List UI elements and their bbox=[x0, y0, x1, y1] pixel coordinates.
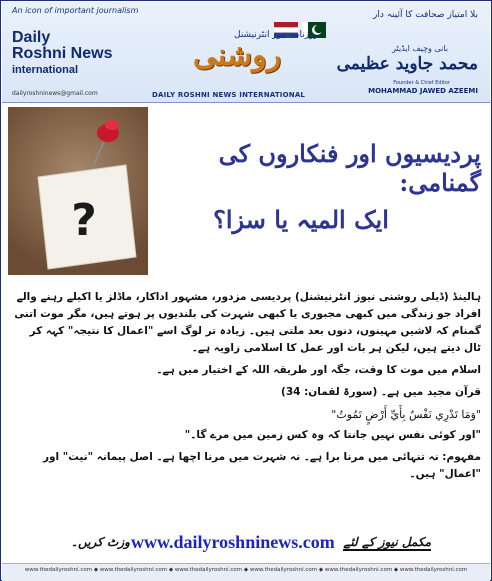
masthead-international: international bbox=[12, 64, 79, 76]
arabic-verse: "وَمَا تَدْرِي نَفْسٌ بِأَيِّ أَرْضٍ تَمُوتُ" bbox=[331, 408, 481, 421]
website-callout bbox=[71, 532, 431, 556]
footer-bar bbox=[2, 563, 490, 581]
contact-email: dailyroshninews@gmail.com bbox=[12, 90, 98, 97]
editor-label-urdu: بانی وچیف ایڈیٹر bbox=[392, 44, 448, 53]
article-paragraph: ہالینڈ (ڈیلی روشنی نیوز انٹرنیشنل) پردیسی مزدور، مشہور اداکار، ماڈلز یا اکیلے رہنے والے افراد جو زندگی میں کبھی مجبوری یا کبھی شہرت کی بلندیوں پر ہوتے ہیں، مگر موت اتنی گمنام کہ لاشیں مہینوں، دنوں بعد ملتی ہیں۔ زیادہ تر لوگ اسے "اعمال کا نتیجہ" کہہ کر ٹال دیتے ہیں، لیکن ہر بات اور عمل کا اسلامی زاویہ ہے۔ bbox=[14, 291, 481, 354]
article-paragraph: اسلام میں موت کا وقت، جگہ اور طریقہ اللہ کے اختیار میں ہے۔ bbox=[156, 364, 481, 376]
masthead-daily: Daily bbox=[12, 29, 51, 46]
website-suffix: وزٹ کریں۔ bbox=[71, 535, 130, 549]
question-card-icon bbox=[8, 107, 148, 275]
website-prefix: مکمل نیوز کے لئے bbox=[343, 535, 431, 549]
article-headline: پردیسیوں اور فنکاروں کی گمنامی: bbox=[218, 139, 481, 197]
logo-small-urdu: روزنامہ نیوز انٹرنیشنل bbox=[234, 30, 318, 40]
quran-reference: قرآن مجید میں ہے۔ (سورۃ لقمان: 34) bbox=[281, 386, 481, 398]
english-masthead bbox=[12, 30, 112, 78]
editor-label-english: Founder & Chief Editor bbox=[393, 80, 450, 86]
article-photo bbox=[8, 107, 148, 275]
footer-links[interactable]: www.thedailyroshni.com ◆ www.thedailyroshni.com ◆ www.thedailyroshni.com ◆ www.thedailyroshni.com ◆ www.thedailyroshni.com ◆ www.thedailyroshni.com bbox=[24, 567, 468, 573]
verse-translation: "اور کوئی نفس نہیں جانتا کہ وہ کس زمین میں مرے گا۔" bbox=[184, 429, 481, 441]
article-summary: مفہوم: نہ تنہائی میں مرنا برا ہے۔ نہ شہرت میں مرنا اچھا ہے۔ اصل پیمانہ "نیت" اور "اعمال" ہیں۔ bbox=[42, 451, 481, 480]
logo-urdu: روشنی bbox=[192, 38, 282, 73]
tagline-urdu: بلا امتیاز صحافت کا آئینہ دار bbox=[373, 10, 478, 20]
website-link[interactable]: www.dailyroshninews.com bbox=[131, 532, 335, 552]
logo-english-subtitle: DAILY ROSHNI NEWS INTERNATIONAL bbox=[152, 91, 306, 99]
newspaper-header bbox=[2, 2, 490, 103]
tagline-english: An icon of important journalism bbox=[12, 6, 139, 15]
article-subheadline: ایک المیہ یا سزا؟ bbox=[213, 205, 389, 234]
editor-name-english: MOHAMMAD JAWED AZEEMI bbox=[368, 87, 478, 95]
article-body bbox=[13, 289, 481, 488]
masthead-roshni-news: Roshni News bbox=[12, 45, 113, 62]
editor-name-urdu: محمد جاوید عظیمی bbox=[336, 54, 478, 74]
svg-text:?: ? bbox=[71, 195, 97, 246]
